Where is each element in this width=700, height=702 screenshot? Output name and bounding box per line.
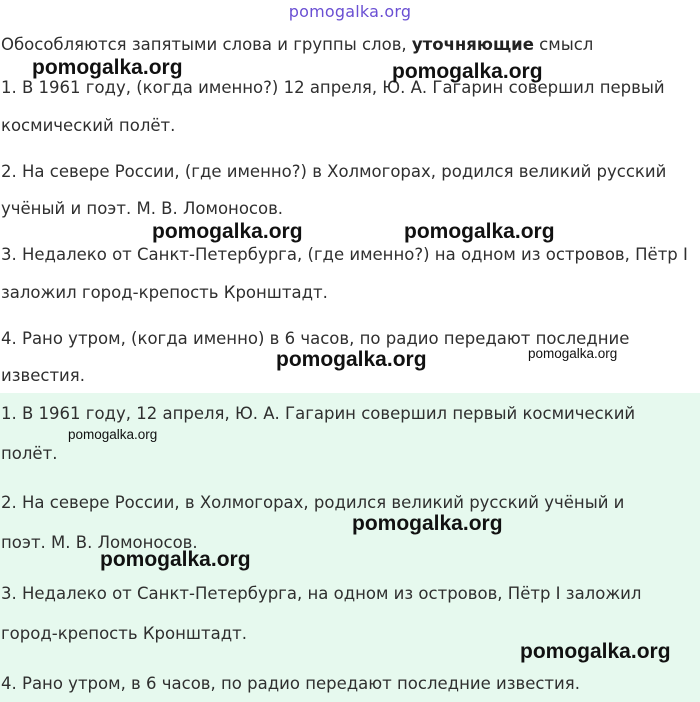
answer-2-line-2: поэт. М. В. Ломоносов. — [1, 533, 198, 552]
watermark-text: pomogalka.org — [152, 220, 303, 243]
question-3-line-2: заложил город-крепость Кронштадт. — [1, 283, 328, 302]
answer-2-line-1: 2. На севере России, в Холмогорах, родился великий русский учёный и — [1, 493, 625, 512]
watermark-text: pomogalka.org — [392, 60, 543, 83]
watermark-text: pomogalka.org — [276, 348, 427, 371]
intro-sentence — [1, 35, 593, 55]
question-1-line-2: космический полёт. — [1, 116, 176, 135]
question-3-line-1: 3. Недалеко от Санкт-Петербурга, (где именно?) на одном из островов, Пётр I — [1, 245, 688, 264]
answer-4-line-1: 4. Рано утром, в 6 часов, по радио передают последние известия. — [1, 674, 580, 693]
question-1-line-1: 1. В 1961 году, (когда именно?) 12 апреля, Ю. А. Гагарин совершил первый — [1, 78, 665, 97]
watermark-text: pomogalka.org — [528, 346, 618, 361]
answer-3-line-2: город-крепость Кронштадт. — [1, 624, 247, 643]
question-4-line-2: известия. — [1, 366, 85, 385]
site-logo: pomogalka.org — [288, 2, 412, 21]
answer-3-line-1: 3. Недалеко от Санкт-Петербурга, на одном из островов, Пётр I заложил — [1, 584, 642, 603]
watermark-text: pomogalka.org — [100, 548, 251, 571]
watermark-text: pomogalka.org — [520, 640, 671, 663]
question-2-line-1: 2. На севере России, (где именно?) в Холмогорах, родился великий русский — [1, 162, 667, 181]
answer-1-line-2: полёт. — [1, 444, 58, 463]
watermark-text: pomogalka.org — [68, 427, 158, 442]
intro-text: Обособляются запятыми слова и группы слов, — [1, 35, 412, 54]
question-2-line-2: учёный и поэт. М. В. Ломоносов. — [1, 199, 284, 218]
intro-text-end: смысл — [533, 35, 594, 54]
watermark-text: pomogalka.org — [404, 220, 555, 243]
question-4-line-1: 4. Рано утром, (когда именно) в 6 часов, по радио передают последние — [1, 329, 630, 348]
intro-bold-word: уточняющие — [411, 35, 534, 54]
watermark-text: pomogalka.org — [32, 56, 183, 79]
answer-1-line-1: 1. В 1961 году, 12 апреля, Ю. А. Гагарин совершил первый космический — [1, 404, 636, 423]
watermark-text: pomogalka.org — [352, 512, 503, 535]
